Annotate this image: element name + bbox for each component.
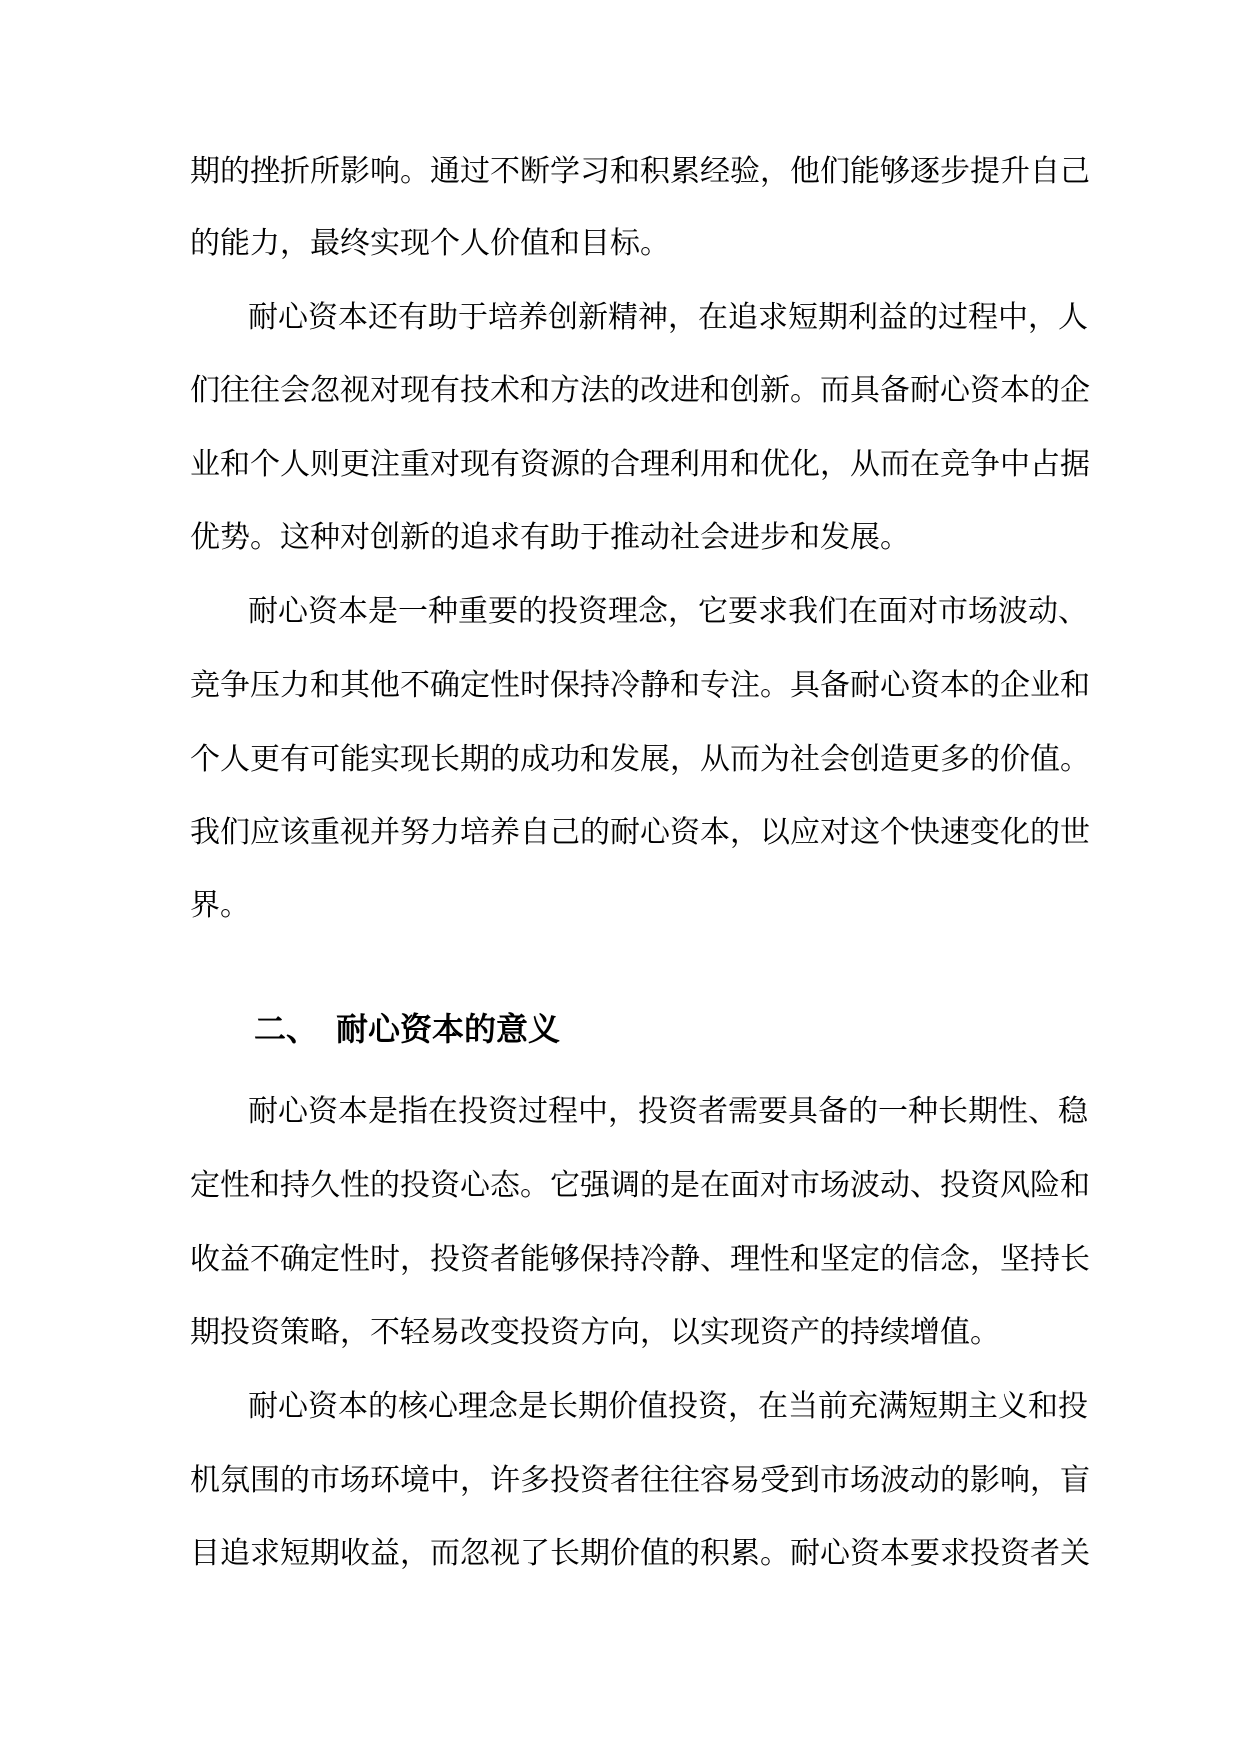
text-line: 业和个人则更注重对现有资源的合理利用和优化，从而在竞争中占据 [190,447,1090,482]
text-line: 耐心资本还有助于培养创新精神，在追求短期利益的过程中，人 [248,300,1088,335]
section-heading [254,1006,954,1052]
text-line: 定性和持久性的投资心态。它强调的是在面对市场波动、投资风险和 [190,1168,1090,1203]
text-line: 个人更有可能实现长期的成功和发展，从而为社会创造更多的价值。 [190,742,1090,777]
text-line: 们往往会忽视对现有技术和方法的改进和创新。而具备耐心资本的企 [190,373,1090,408]
text-line: 收益不确定性时，投资者能够保持冷静、理性和坚定的信念，坚持长 [190,1242,1090,1277]
text-line: 竞争压力和其他不确定性时保持冷静和专注。具备耐心资本的企业和 [190,668,1090,703]
text-line: 界。 [190,888,250,923]
text-line: 期的挫折所影响。通过不断学习和积累经验，他们能够逐步提升自己 [190,154,1090,189]
text-line: 我们应该重视并努力培养自己的耐心资本，以应对这个快速变化的世 [190,815,1090,850]
section-title: 耐心资本的意义 [336,1010,561,1048]
text-line: 机氛围的市场环境中，许多投资者往往容易受到市场波动的影响，盲 [190,1463,1090,1498]
text-line: 耐心资本是指在投资过程中，投资者需要具备的一种长期性、稳 [248,1094,1088,1129]
text-line: 期投资策略，不轻易改变投资方向，以实现资产的持续增值。 [190,1315,1000,1350]
text-line: 优势。这种对创新的追求有助于推动社会进步和发展。 [190,520,910,555]
text-line: 的能力，最终实现个人价值和目标。 [190,226,670,261]
text-line: 目追求短期收益，而忽视了长期价值的积累。耐心资本要求投资者关 [190,1536,1090,1571]
section-number: 二、 [254,1010,319,1048]
text-line: 耐心资本是一种重要的投资理念，它要求我们在面对市场波动、 [248,594,1088,629]
text-line: 耐心资本的核心理念是长期价值投资，在当前充满短期主义和投 [248,1389,1088,1424]
